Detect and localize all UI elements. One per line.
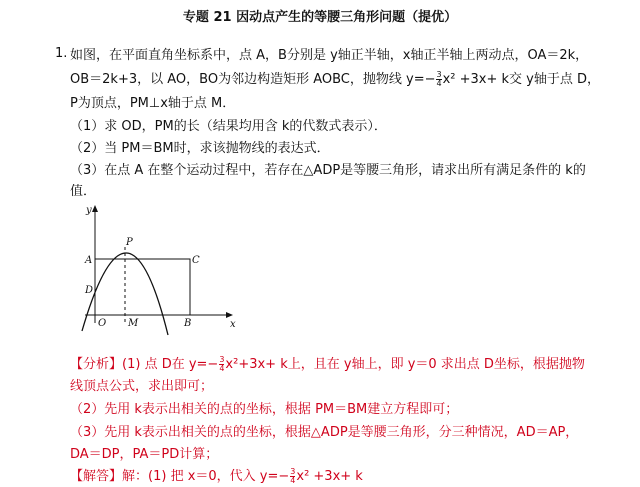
answer-line-1a: 解：(1) 把 x＝0，代入 y=− — [122, 469, 290, 484]
fraction — [436, 71, 441, 88]
answer-tag: 【解答】 — [70, 469, 123, 484]
answer-line-1b: x² +3x+ k — [296, 469, 363, 484]
x-axis-arrow — [226, 312, 233, 318]
label-y: y — [86, 205, 92, 216]
denominator: 4 — [436, 79, 442, 88]
question-1: （1）求 OD，PM的长（结果均用含 k的代数式表示）． — [70, 119, 387, 134]
label-a: A — [85, 255, 93, 266]
denominator: 4 — [219, 364, 225, 373]
question-3-cont: 值． — [70, 184, 97, 199]
problem-line-2 — [70, 70, 600, 90]
label-c: C — [192, 255, 200, 266]
problem-line-2b: x² +3x+ k交 y轴于点 D， — [442, 72, 600, 87]
denominator: 4 — [290, 476, 296, 485]
fraction — [219, 356, 224, 373]
analysis-line-5: DA＝DP，PA＝PD计算； — [70, 447, 219, 462]
label-m: M — [128, 318, 139, 329]
analysis-tag: 【分析】 — [70, 357, 123, 372]
page-title: 专题 21 因动点产生的等腰三角形问题（提优） — [182, 10, 458, 25]
answer-line-1 — [70, 467, 363, 487]
fraction — [290, 468, 295, 485]
numerator: 3 — [436, 70, 442, 79]
numerator: 3 — [290, 467, 296, 476]
problem-number: 1. — [55, 46, 68, 61]
analysis-line-3: （2）先用 k表示出相关的点的坐标，根据 PM＝BM建立方程即可； — [70, 402, 459, 417]
label-b: B — [184, 318, 192, 329]
analysis-line-1a: (1) 点 D在 y=− — [122, 357, 219, 372]
rectangle-aobc — [95, 259, 190, 315]
label-d: D — [85, 285, 94, 296]
analysis-line-4: （3）先用 k表示出相关的点的坐标，根据△ADP是等腰三角形，分三种情况，AD＝AP， — [70, 425, 579, 440]
y-axis-arrow — [92, 205, 98, 212]
label-p: P — [126, 237, 133, 248]
problem-line-3: P为顶点，PM⊥x轴于点 M． — [70, 96, 236, 111]
question-3: （3）在点 A 在整个运动过程中，若存在△ADP是等腰三角形，请求出所有满足条件的 k的 — [70, 163, 586, 178]
problem-line-1: 如图，在平面直角坐标系中，点 A，B分别是 y轴正半轴，x轴正半轴上两动点，OA＝2k， — [70, 48, 589, 63]
coordinate-figure — [80, 203, 250, 338]
label-o: O — [98, 318, 107, 329]
analysis-line-1b: x²+3x+ k上，且在 y轴上，即 y＝0 求出点 D坐标，根据抛物 — [225, 357, 585, 372]
analysis-line-2: 线顶点公式，求出即可； — [70, 379, 214, 394]
problem-line-2a: OB＝2k+3，以 AO，BO为邻边构造矩形 AOBC，抛物线 y=− — [70, 72, 436, 87]
numerator: 3 — [219, 355, 225, 364]
question-2: （2）当 PM＝BM时，求该抛物线的表达式． — [70, 141, 330, 156]
analysis-line-1 — [70, 355, 585, 375]
label-x: x — [230, 319, 236, 330]
